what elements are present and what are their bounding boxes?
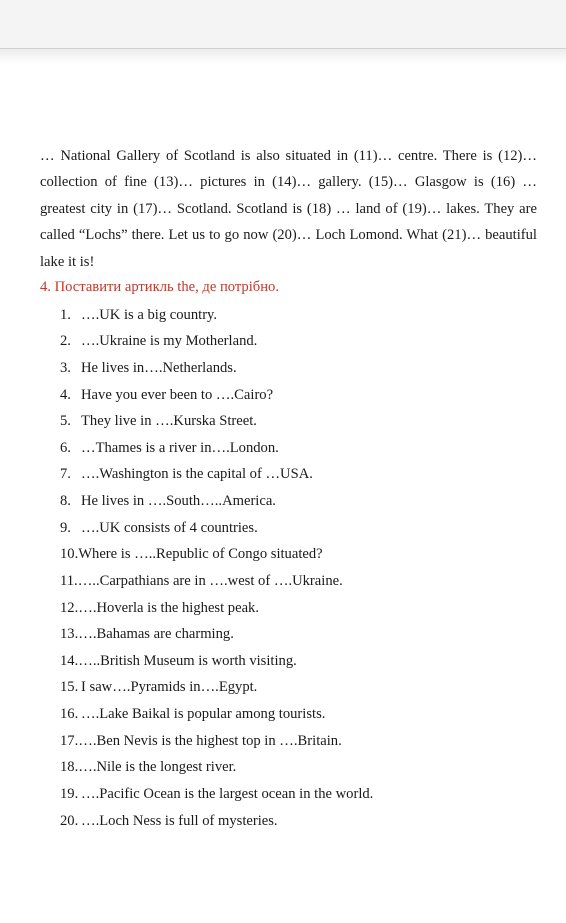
list-item <box>60 438 279 458</box>
list-item <box>60 464 313 484</box>
list-item <box>60 491 276 511</box>
exercise-heading: 4. Поставити артикль the, де потрібно. <box>40 279 279 295</box>
item-number: 9. <box>60 520 71 536</box>
item-text: …..British Museum is worth visiting. <box>78 653 297 669</box>
item-text: ….Loch Ness is full of mysteries. <box>81 813 278 829</box>
item-text: They live in ….Kurska Street. <box>81 413 257 429</box>
passage-text: … National Gallery of Scotland is also situated in (11)… centre. There is (12)… collection of fine (13)… pictures in (14)… gallery. (15)… Glasgow is (16) … greatest city in (17)… Scotland. Scotland is (18) … land of (19)… lakes. They are called “Lochs” there. Let us to go now (20)… Loch Lomond. What (21)… beautiful lake it is! <box>40 148 537 270</box>
list-item <box>60 757 236 777</box>
item-text: Where is …..Republic of Congo situated? <box>78 546 323 562</box>
item-text: He lives in….Netherlands. <box>81 360 237 376</box>
item-number: 7. <box>60 466 71 482</box>
list-item <box>60 731 342 751</box>
item-number: 2. <box>60 333 71 349</box>
item-number: 17. <box>60 733 79 749</box>
item-text: ….UK is a big country. <box>81 307 218 323</box>
list-item <box>60 518 258 538</box>
item-number: 11. <box>60 573 78 589</box>
item-number: 3. <box>60 360 71 376</box>
item-number: 19. <box>60 786 79 802</box>
item-number: 6. <box>60 440 71 456</box>
item-number: 8. <box>60 493 71 509</box>
item-number: 10. <box>60 546 79 562</box>
list-item <box>60 385 273 405</box>
list-item <box>60 331 257 351</box>
item-number: 12. <box>60 600 79 616</box>
item-text: ….Bahamas are charming. <box>78 626 234 642</box>
item-text: ….Pacific Ocean is the largest ocean in the world. <box>81 786 374 802</box>
top-shadow <box>0 49 566 64</box>
item-number: 14. <box>60 653 79 669</box>
item-number: 4. <box>60 387 71 403</box>
list-item <box>60 305 217 325</box>
list-item <box>60 704 325 724</box>
item-text: ….Lake Baikal is popular among tourists. <box>81 706 326 722</box>
list-item <box>60 411 257 431</box>
item-number: 1. <box>60 307 71 323</box>
item-text: ….Ben Nevis is the highest top in ….Britain. <box>78 733 342 749</box>
item-text: ….Nile is the longest river. <box>78 759 237 775</box>
item-text: ….UK consists of 4 countries. <box>81 520 258 536</box>
list-item <box>60 677 257 697</box>
item-number: 20. <box>60 813 79 829</box>
item-text: …Thames is a river in….London. <box>81 440 279 456</box>
item-text: ….Ukraine is my Motherland. <box>81 333 258 349</box>
list-item <box>60 571 343 591</box>
item-number: 13. <box>60 626 79 642</box>
list-item <box>60 598 259 618</box>
item-text: ….Washington is the capital of …USA. <box>81 466 313 482</box>
item-number: 15. <box>60 679 79 695</box>
list-item <box>60 784 373 804</box>
item-text: Have you ever been to ….Cairo? <box>81 387 274 403</box>
top-toolbar-band <box>0 0 566 48</box>
item-text: I saw….Pyramids in….Egypt. <box>81 679 258 695</box>
list-item <box>60 624 234 644</box>
item-text: He lives in ….South…..America. <box>81 493 276 509</box>
list-item <box>60 651 297 671</box>
item-number: 16. <box>60 706 79 722</box>
item-text: …..Carpathians are in ….west of ….Ukraine. <box>77 573 343 589</box>
item-number: 18. <box>60 759 79 775</box>
list-item <box>60 544 323 564</box>
list-item <box>60 358 237 378</box>
list-item <box>60 811 278 831</box>
item-text: ….Hoverla is the highest peak. <box>78 600 260 616</box>
item-number: 5. <box>60 413 71 429</box>
